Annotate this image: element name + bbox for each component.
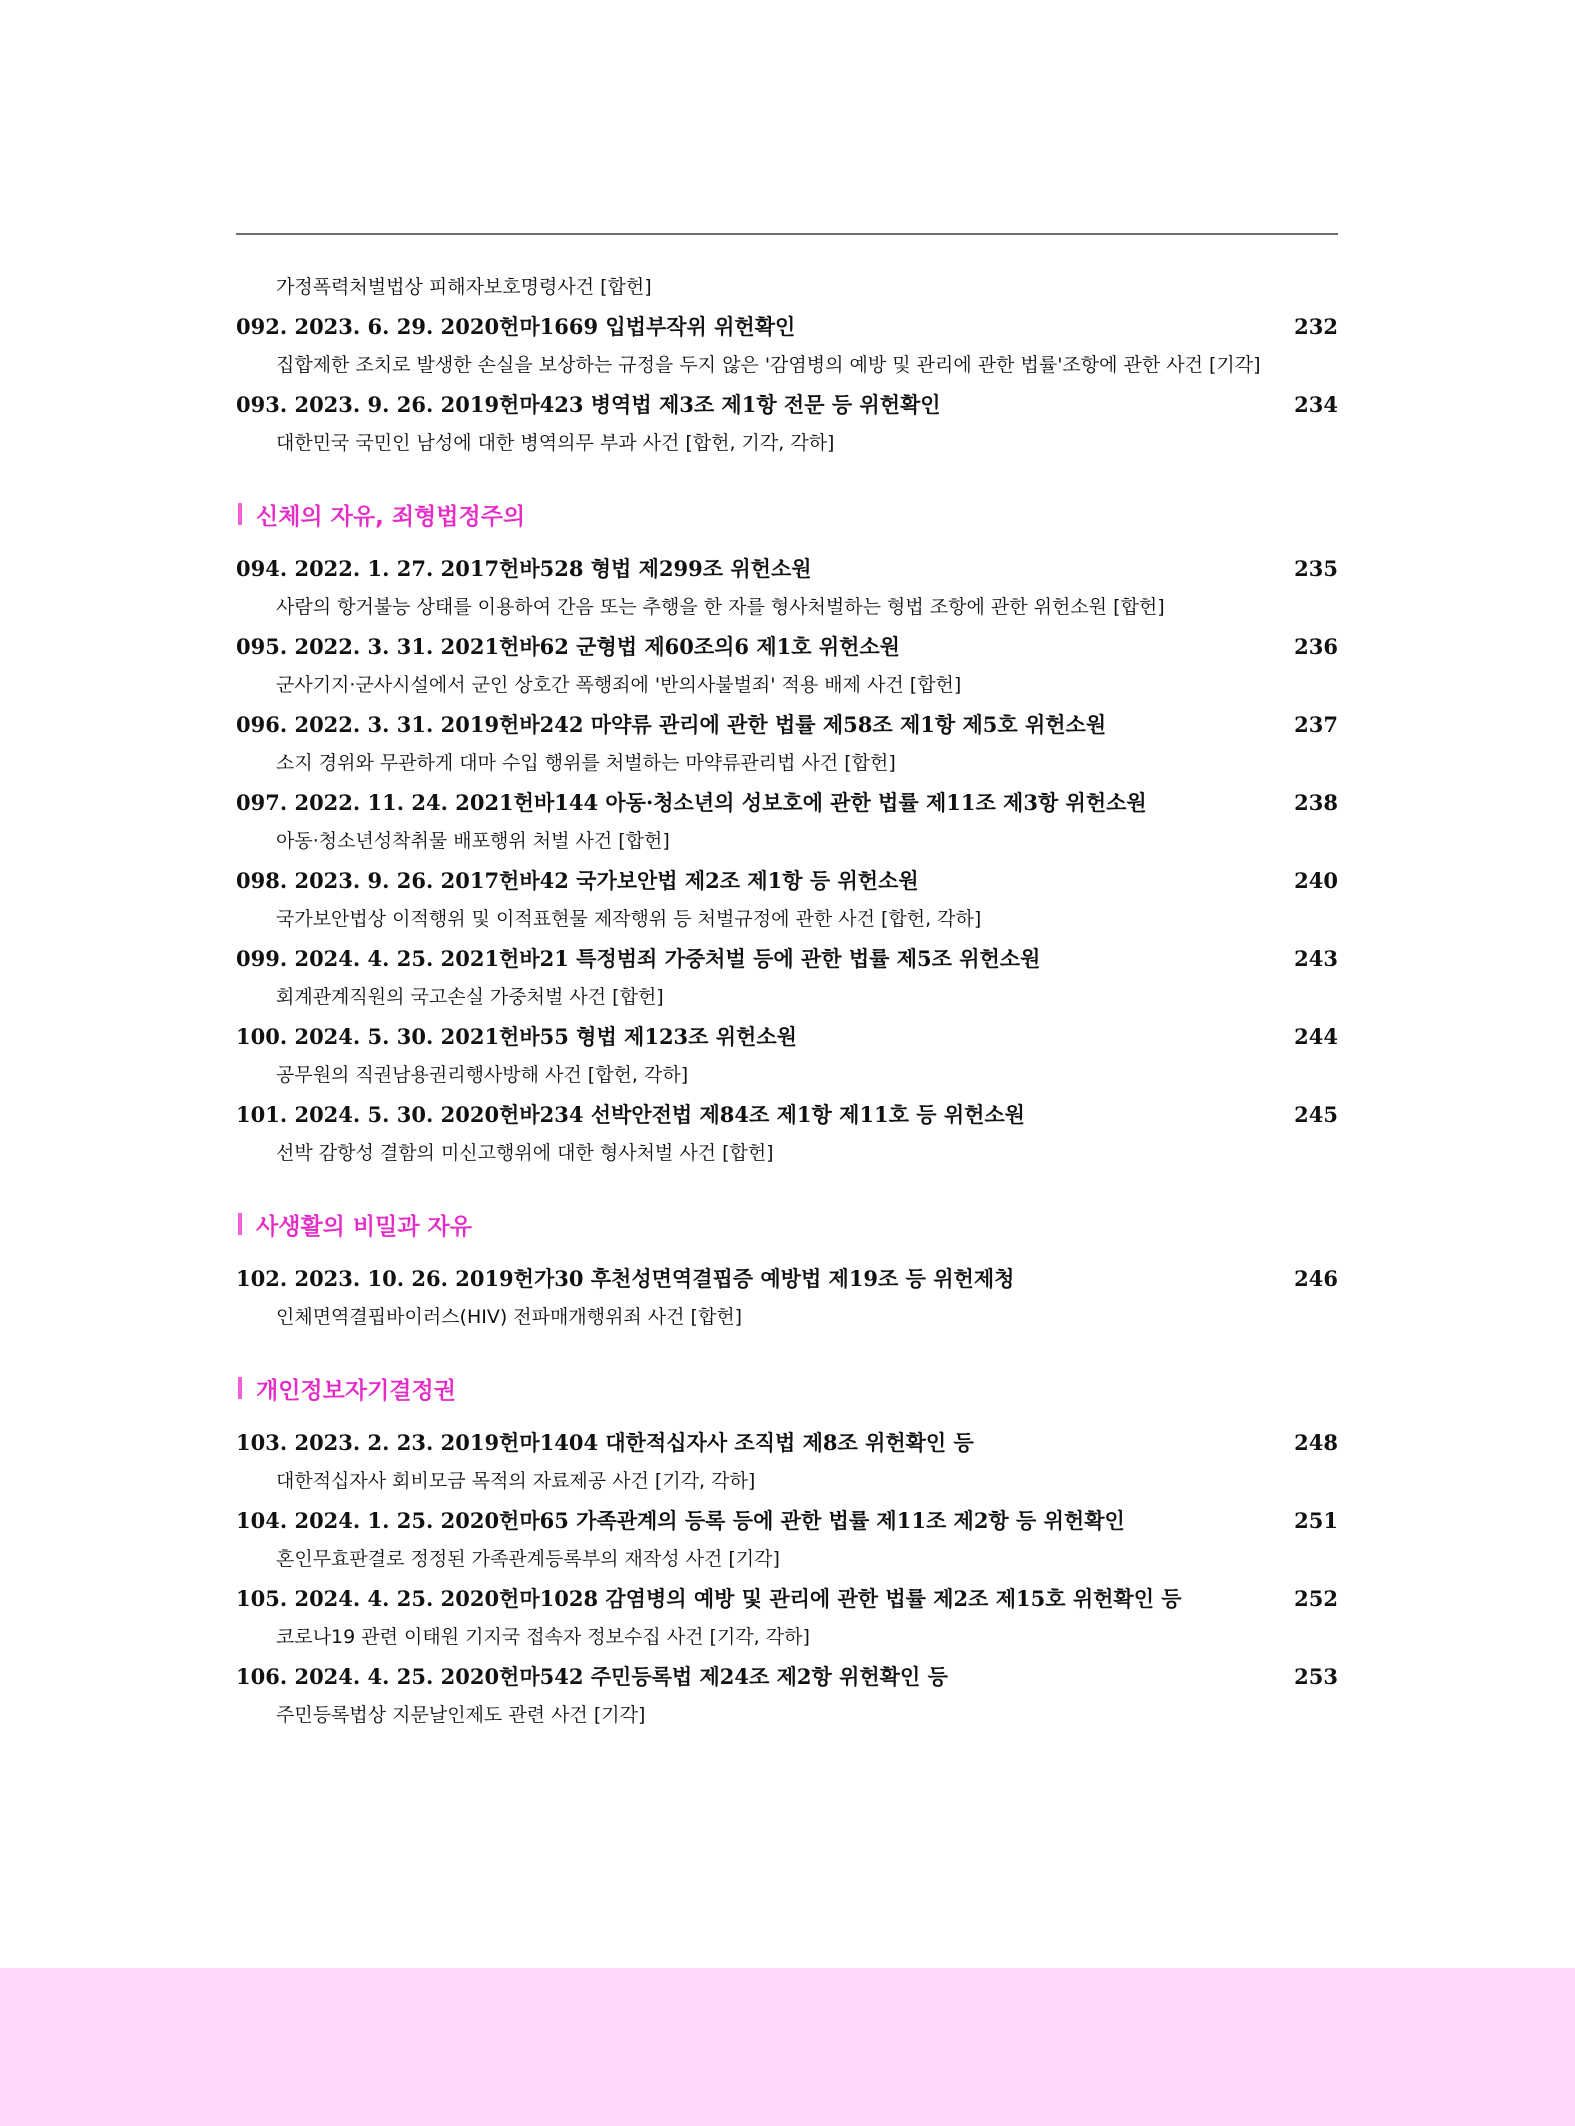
toc-entry-title[interactable]	[236, 385, 1338, 424]
toc-entry-subtitle: 인체면역결핍바이러스(HIV) 전파매개행위죄 사건 [합헌]	[276, 1306, 743, 1328]
toc-entry-subtitle: 공무원의 직권남용권리행사방해 사건 [합헌, 각하]	[276, 1064, 689, 1086]
page-number: 232	[1294, 314, 1338, 339]
page-number: 251	[1294, 1508, 1338, 1533]
toc-entry-subtitle: 대한민국 국민인 남성에 대한 병역의무 부과 사건 [합헌, 기각, 각하]	[276, 432, 835, 454]
entry-title-text: 093. 2023. 9. 26. 2019헌마423 병역법 제3조 제1항 전문 등 위헌확인	[236, 392, 941, 417]
page-number: 253	[1294, 1664, 1338, 1689]
entry-title-text: 099. 2024. 4. 25. 2021헌바21 특정범죄 가중처벌 등에 관한 법률 제5조 위헌소원	[236, 946, 1041, 971]
section-title: 사생활의 비밀과 자유	[256, 1213, 472, 1240]
entry-title-text: 102. 2023. 10. 26. 2019헌가30 후천성면역결핍증 예방법 제19조 등 위헌제청	[236, 1266, 1015, 1291]
toc-entry-title[interactable]	[236, 1423, 1338, 1462]
page-number: 245	[1294, 1102, 1338, 1127]
toc-entry-subtitle: 사람의 항거불능 상태를 이용하여 간음 또는 추행을 한 자를 형사처벌하는 형법 조항에 관한 위헌소원 [합헌]	[276, 596, 1165, 618]
toc-entry-subtitle: 아동·청소년성착취물 배포행위 처벌 사건 [합헌]	[276, 830, 670, 852]
toc-entry-subtitle: 군사기지·군사시설에서 군인 상호간 폭행죄에 '반의사불벌죄' 적용 배제 사건 [합헌]	[276, 674, 962, 696]
entry-title-text: 103. 2023. 2. 23. 2019헌마1404 대한적십자사 조직법 제8조 위헌확인 등	[236, 1430, 974, 1455]
entry-title-text: 097. 2022. 11. 24. 2021헌바144 아동·청소년의 성보호에 관한 법률 제11조 제3항 위헌소원	[236, 790, 1147, 815]
toc-entry-subtitle: 국가보안법상 이적행위 및 이적표현물 제작행위 등 처벌규정에 관한 사건 [합헌, 각하]	[276, 908, 982, 930]
section-heading	[236, 1197, 1338, 1251]
toc-entry-title[interactable]	[236, 307, 1338, 346]
section-marker	[238, 1213, 242, 1235]
toc-entry-title[interactable]	[236, 939, 1338, 978]
toc-entry-subtitle: 주민등록법상 지문날인제도 관련 사건 [기각]	[276, 1704, 646, 1726]
header-rule	[236, 233, 1338, 235]
toc-entry-subtitle: 코로나19 관련 이태원 기지국 접속자 정보수집 사건 [기각, 각하]	[276, 1626, 810, 1648]
page-number: 252	[1294, 1586, 1338, 1611]
toc-entry-title[interactable]	[236, 705, 1338, 744]
entry-title-text: 101. 2024. 5. 30. 2020헌바234 선박안전법 제84조 제1항 제11호 등 위헌소원	[236, 1102, 1025, 1127]
entry-title-text: 092. 2023. 6. 29. 2020헌마1669 입법부작위 위헌확인	[236, 314, 796, 339]
toc-entry-title[interactable]	[236, 1017, 1338, 1056]
section-title: 신체의 자유, 죄형법정주의	[256, 503, 526, 530]
toc-entry-subtitle: 가정폭력처벌법상 피해자보호명령사건 [합헌]	[276, 276, 652, 298]
toc-entry-subtitle: 혼인무효판결로 정정된 가족관계등록부의 재작성 사건 [기각]	[276, 1548, 780, 1570]
toc-entry-title[interactable]	[236, 1579, 1338, 1618]
toc-entry-title[interactable]	[236, 783, 1338, 822]
toc-entry-title[interactable]	[236, 1657, 1338, 1696]
section-title: 개인정보자기결정권	[256, 1377, 456, 1404]
entry-title-text: 098. 2023. 9. 26. 2017헌바42 국가보안법 제2조 제1항 등 위헌소원	[236, 868, 919, 893]
entry-title-text: 104. 2024. 1. 25. 2020헌마65 가족관계의 등록 등에 관한 법률 제11조 제2항 등 위헌확인	[236, 1508, 1125, 1533]
section-marker	[238, 503, 242, 525]
toc-entry-title[interactable]	[236, 627, 1338, 666]
entry-title-text: 106. 2024. 4. 25. 2020헌마542 주민등록법 제24조 제2항 위헌확인 등	[236, 1664, 948, 1689]
toc-entry-title[interactable]	[236, 1501, 1338, 1540]
toc-entry-subtitle: 집합제한 조치로 발생한 손실을 보상하는 규정을 두지 않은 '감염병의 예방 및 관리에 관한 법률'조항에 관한 사건 [기각]	[276, 354, 1261, 376]
page-number: 237	[1294, 712, 1338, 737]
section-heading	[236, 487, 1338, 541]
page-number: 248	[1294, 1430, 1338, 1455]
toc-entry-subtitle: 소지 경위와 무관하게 대마 수입 행위를 처벌하는 마약류관리법 사건 [합헌]	[276, 752, 896, 774]
page-number: 243	[1294, 946, 1338, 971]
section-heading	[236, 1361, 1338, 1415]
page-number: 244	[1294, 1024, 1338, 1049]
footer-band	[0, 1968, 1575, 2126]
entry-title-text: 095. 2022. 3. 31. 2021헌바62 군형법 제60조의6 제1호 위헌소원	[236, 634, 900, 659]
toc-entry-subtitle: 회계관계직원의 국고손실 가중처벌 사건 [합헌]	[276, 986, 664, 1008]
toc-entry-subtitle: 대한적십자사 회비모금 목적의 자료제공 사건 [기각, 각하]	[276, 1470, 756, 1492]
entry-title-text: 094. 2022. 1. 27. 2017헌바528 형법 제299조 위헌소원	[236, 556, 812, 581]
page-number: 236	[1294, 634, 1338, 659]
page-number: 234	[1294, 392, 1338, 417]
entry-title-text: 100. 2024. 5. 30. 2021헌바55 형법 제123조 위헌소원	[236, 1024, 797, 1049]
toc-entry-title[interactable]	[236, 861, 1338, 900]
page-number: 240	[1294, 868, 1338, 893]
toc-content	[236, 268, 1338, 1735]
toc-entry-title[interactable]	[236, 1259, 1338, 1298]
page-number: 246	[1294, 1266, 1338, 1291]
toc-entry-title[interactable]	[236, 1095, 1338, 1134]
page-number: 238	[1294, 790, 1338, 815]
section-marker	[238, 1377, 242, 1399]
toc-entry-title[interactable]	[236, 549, 1338, 588]
page-number: 235	[1294, 556, 1338, 581]
entry-title-text: 096. 2022. 3. 31. 2019헌바242 마약류 관리에 관한 법률 제58조 제1항 제5호 위헌소원	[236, 712, 1107, 737]
entry-title-text: 105. 2024. 4. 25. 2020헌마1028 감염병의 예방 및 관리에 관한 법률 제2조 제15호 위헌확인 등	[236, 1586, 1182, 1611]
toc-entry-subtitle: 선박 감항성 결함의 미신고행위에 대한 형사처벌 사건 [합헌]	[276, 1142, 774, 1164]
